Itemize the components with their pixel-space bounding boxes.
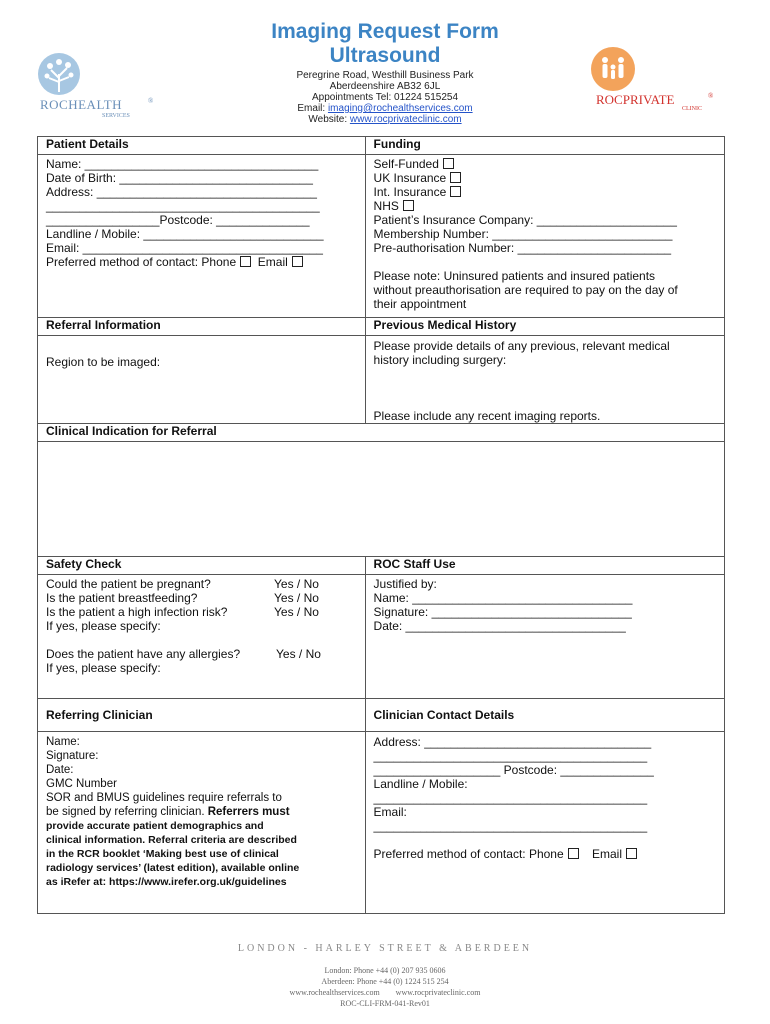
breastfeeding-label: Is the patient breastfeeding? [46, 591, 198, 605]
infection-risk-yes-no[interactable]: Yes / No [274, 605, 319, 619]
patient-email-field[interactable]: Email: ____________________________________ [46, 241, 323, 255]
patient-dob-field[interactable]: Date of Birth: _____________________________ [46, 171, 313, 185]
referral-info-header: Referral Information [38, 318, 366, 336]
int-insurance-label: Int. Insurance [373, 185, 447, 199]
int-insurance-option [374, 185, 716, 199]
history-text-1: Please provide details of any previous, relevant medical [373, 339, 670, 353]
self-funded-option [374, 157, 716, 171]
clinician-name-field[interactable]: Name: [46, 736, 80, 748]
staff-name-field[interactable]: Name: _________________________________ [373, 591, 633, 605]
contact-phone-checkbox[interactable] [240, 256, 251, 267]
membership-number-field[interactable]: Membership Number: ___________________________ [373, 227, 673, 241]
history-text-2: history including surgery: [373, 353, 507, 367]
nhs-option [374, 199, 716, 213]
contact-landline-label: Landline / Mobile: [373, 777, 468, 791]
patient-name-field[interactable]: Name: ___________________________________ [46, 157, 319, 171]
guideline-bold-4: radiology services’ (latest edition), available online [46, 862, 300, 874]
guideline-bold-3: in the RCR booklet ‘Making best use of clinical [46, 848, 279, 860]
allergies-question [46, 647, 357, 661]
form-title: Imaging Request Form [271, 20, 499, 43]
safety-check-section [38, 575, 366, 699]
allergies-label: Does the patient have any allergies? [46, 647, 241, 661]
breastfeeding-question [46, 591, 357, 605]
address-line-2: Aberdeenshire AB32 6JL [329, 81, 441, 92]
self-funded-label: Self-Funded [373, 157, 439, 171]
preauth-number-field[interactable]: Pre-authorisation Number: _______________________ [373, 241, 672, 255]
phone-line: Appointments Tel: 01224 515254 [311, 92, 459, 103]
roc-health-logo [34, 52, 164, 122]
patient-postcode-field[interactable]: _________________Postcode: ______________ [46, 213, 310, 227]
contact-email-checkbox[interactable] [292, 256, 303, 267]
patient-address-field[interactable]: Address: _________________________________ [46, 185, 317, 199]
uk-insurance-option [374, 171, 716, 185]
contact-email-label: Email [257, 255, 288, 269]
safety-check-header: Safety Check [38, 557, 366, 575]
contact-email-label: Email: [373, 805, 407, 819]
roc-health-wordmark: ROCHEALTH [40, 97, 123, 112]
guideline-bold-5: as iRefer at: https://www.irefer.org.uk/guidelines [46, 876, 287, 888]
pregnant-question [46, 577, 357, 591]
history-text-3: Please include any recent imaging reports. [373, 409, 601, 423]
medical-history-header: Previous Medical History [365, 318, 724, 336]
funding-section [365, 155, 724, 318]
contact-landline-field[interactable]: _________________________________________ [373, 791, 648, 805]
funding-header: Funding [365, 137, 724, 155]
sor-guideline-2 [46, 805, 357, 819]
funding-note-1: Please note: Uninsured patients and insured patients [373, 269, 656, 283]
referring-clinician-header: Referring Clinician [38, 699, 366, 732]
allergies-yes-no[interactable]: Yes / No [276, 647, 321, 661]
medical-history-section[interactable] [365, 336, 724, 424]
sor-guideline-2a: be signed by referring clinician. [46, 806, 208, 818]
nhs-label: NHS [373, 199, 399, 213]
roc-staff-section [365, 575, 724, 699]
safety-specify-label: If yes, please specify: [46, 619, 161, 633]
uk-insurance-label: UK Insurance [373, 171, 447, 185]
roc-staff-header: ROC Staff Use [365, 557, 724, 575]
form-subtitle: Ultrasound [329, 44, 441, 67]
patient-contact-method [46, 255, 357, 269]
patient-details-header: Patient Details [38, 137, 366, 155]
clinical-indication-area[interactable] [38, 442, 725, 557]
website-link[interactable]: www.rocprivateclinic.com [349, 114, 462, 125]
footer-aberdeen-phone: Aberdeen: Phone +44 (0) 1224 515 254 [321, 977, 449, 986]
self-funded-checkbox[interactable] [443, 158, 454, 169]
justified-by-label: Justified by: [373, 577, 437, 591]
tree-icon [36, 52, 82, 96]
roc-private-logo [588, 46, 722, 118]
contact-pref-phone-label: Preferred method of contact: Phone [373, 847, 564, 861]
footer-locations: LONDON - HARLEY STREET & ABERDEEN [237, 943, 533, 954]
address-line-1: Peregrine Road, Westhill Business Park [296, 70, 474, 81]
guideline-bold-2: clinical information. Referral criteria are described [46, 834, 297, 846]
sor-guideline-1: SOR and BMUS guidelines require referrals to [46, 792, 282, 804]
contact-pref-phone-checkbox[interactable] [568, 848, 579, 859]
gmc-number-field[interactable]: GMC Number [46, 778, 117, 790]
contact-pref-email-label: Email [592, 847, 623, 861]
referring-clinician-section [38, 732, 366, 914]
email-label: Email: [297, 103, 328, 114]
uk-insurance-checkbox[interactable] [450, 172, 461, 183]
clinical-indication-header: Clinical Indication for Referral [38, 424, 725, 442]
contact-postcode-field[interactable]: ___________________ Postcode: ______________ [373, 763, 654, 777]
contact-email-field[interactable]: _________________________________________ [373, 819, 648, 833]
website-label: Website: [308, 114, 350, 125]
pregnant-yes-no[interactable]: Yes / No [274, 577, 319, 591]
guideline-bold-1: provide accurate patient demographics and [46, 820, 264, 832]
infection-risk-label: Is the patient a high infection risk? [46, 605, 228, 619]
clinician-contact-header: Clinician Contact Details [365, 699, 724, 732]
int-insurance-checkbox[interactable] [450, 186, 461, 197]
sor-guideline-2b: Referrers must [207, 806, 290, 818]
region-label: Region to be imaged: [46, 355, 161, 369]
breastfeeding-yes-no[interactable]: Yes / No [274, 591, 319, 605]
roc-health-subtext: SERVICES [102, 113, 130, 119]
email-link[interactable]: imaging@rochealthservices.com [327, 103, 473, 114]
roc-private-wordmark: ROCPRIVATE [596, 92, 675, 107]
clinician-contact-section [365, 732, 724, 914]
clinician-date-field[interactable]: Date: [46, 764, 74, 776]
footer-websites: www.rochealthservices.com www.rocprivateclinic.com [289, 988, 481, 997]
funding-note-3: their appointment [373, 297, 467, 311]
pregnant-label: Could the patient be pregnant? [46, 577, 211, 591]
referral-info-section[interactable] [38, 336, 366, 424]
staff-signature-field[interactable]: Signature: ______________________________ [373, 605, 632, 619]
footer-form-code: ROC-CLI-FRM-041-Rev01 [340, 999, 430, 1008]
contact-address-line-2[interactable]: _________________________________________ [373, 749, 648, 763]
staff-date-field[interactable]: Date: _________________________________ [373, 619, 626, 633]
infection-risk-question [46, 605, 357, 619]
patient-address-line-2[interactable]: _________________________________________ [46, 199, 320, 213]
contact-address-field[interactable]: Address: __________________________________ [373, 735, 652, 749]
reg-mark-right: ® [708, 92, 714, 100]
clinician-signature-field[interactable]: Signature: [46, 750, 99, 762]
roc-private-subtext: CLINIC [682, 106, 702, 112]
contact-preferred-method [374, 847, 716, 861]
contact-phone-label: Preferred method of contact: Phone [46, 255, 237, 269]
contact-pref-email-checkbox[interactable] [626, 848, 637, 859]
reg-mark-left: ® [148, 97, 154, 105]
patient-landline-field[interactable]: Landline / Mobile: ___________________________ [46, 227, 324, 241]
footer-london-phone: London: Phone +44 (0) 207 935 0606 [324, 966, 446, 975]
request-form-table [37, 136, 725, 914]
patient-details-section [38, 155, 366, 318]
nhs-checkbox[interactable] [403, 200, 414, 211]
insurance-company-field[interactable]: Patient’s Insurance Company: _____________________ [373, 213, 677, 227]
funding-note-2: without preauthorisation are required to pay on the day of [373, 283, 678, 297]
allergies-specify-label: If yes, please specify: [46, 661, 161, 675]
family-icon [590, 46, 636, 92]
